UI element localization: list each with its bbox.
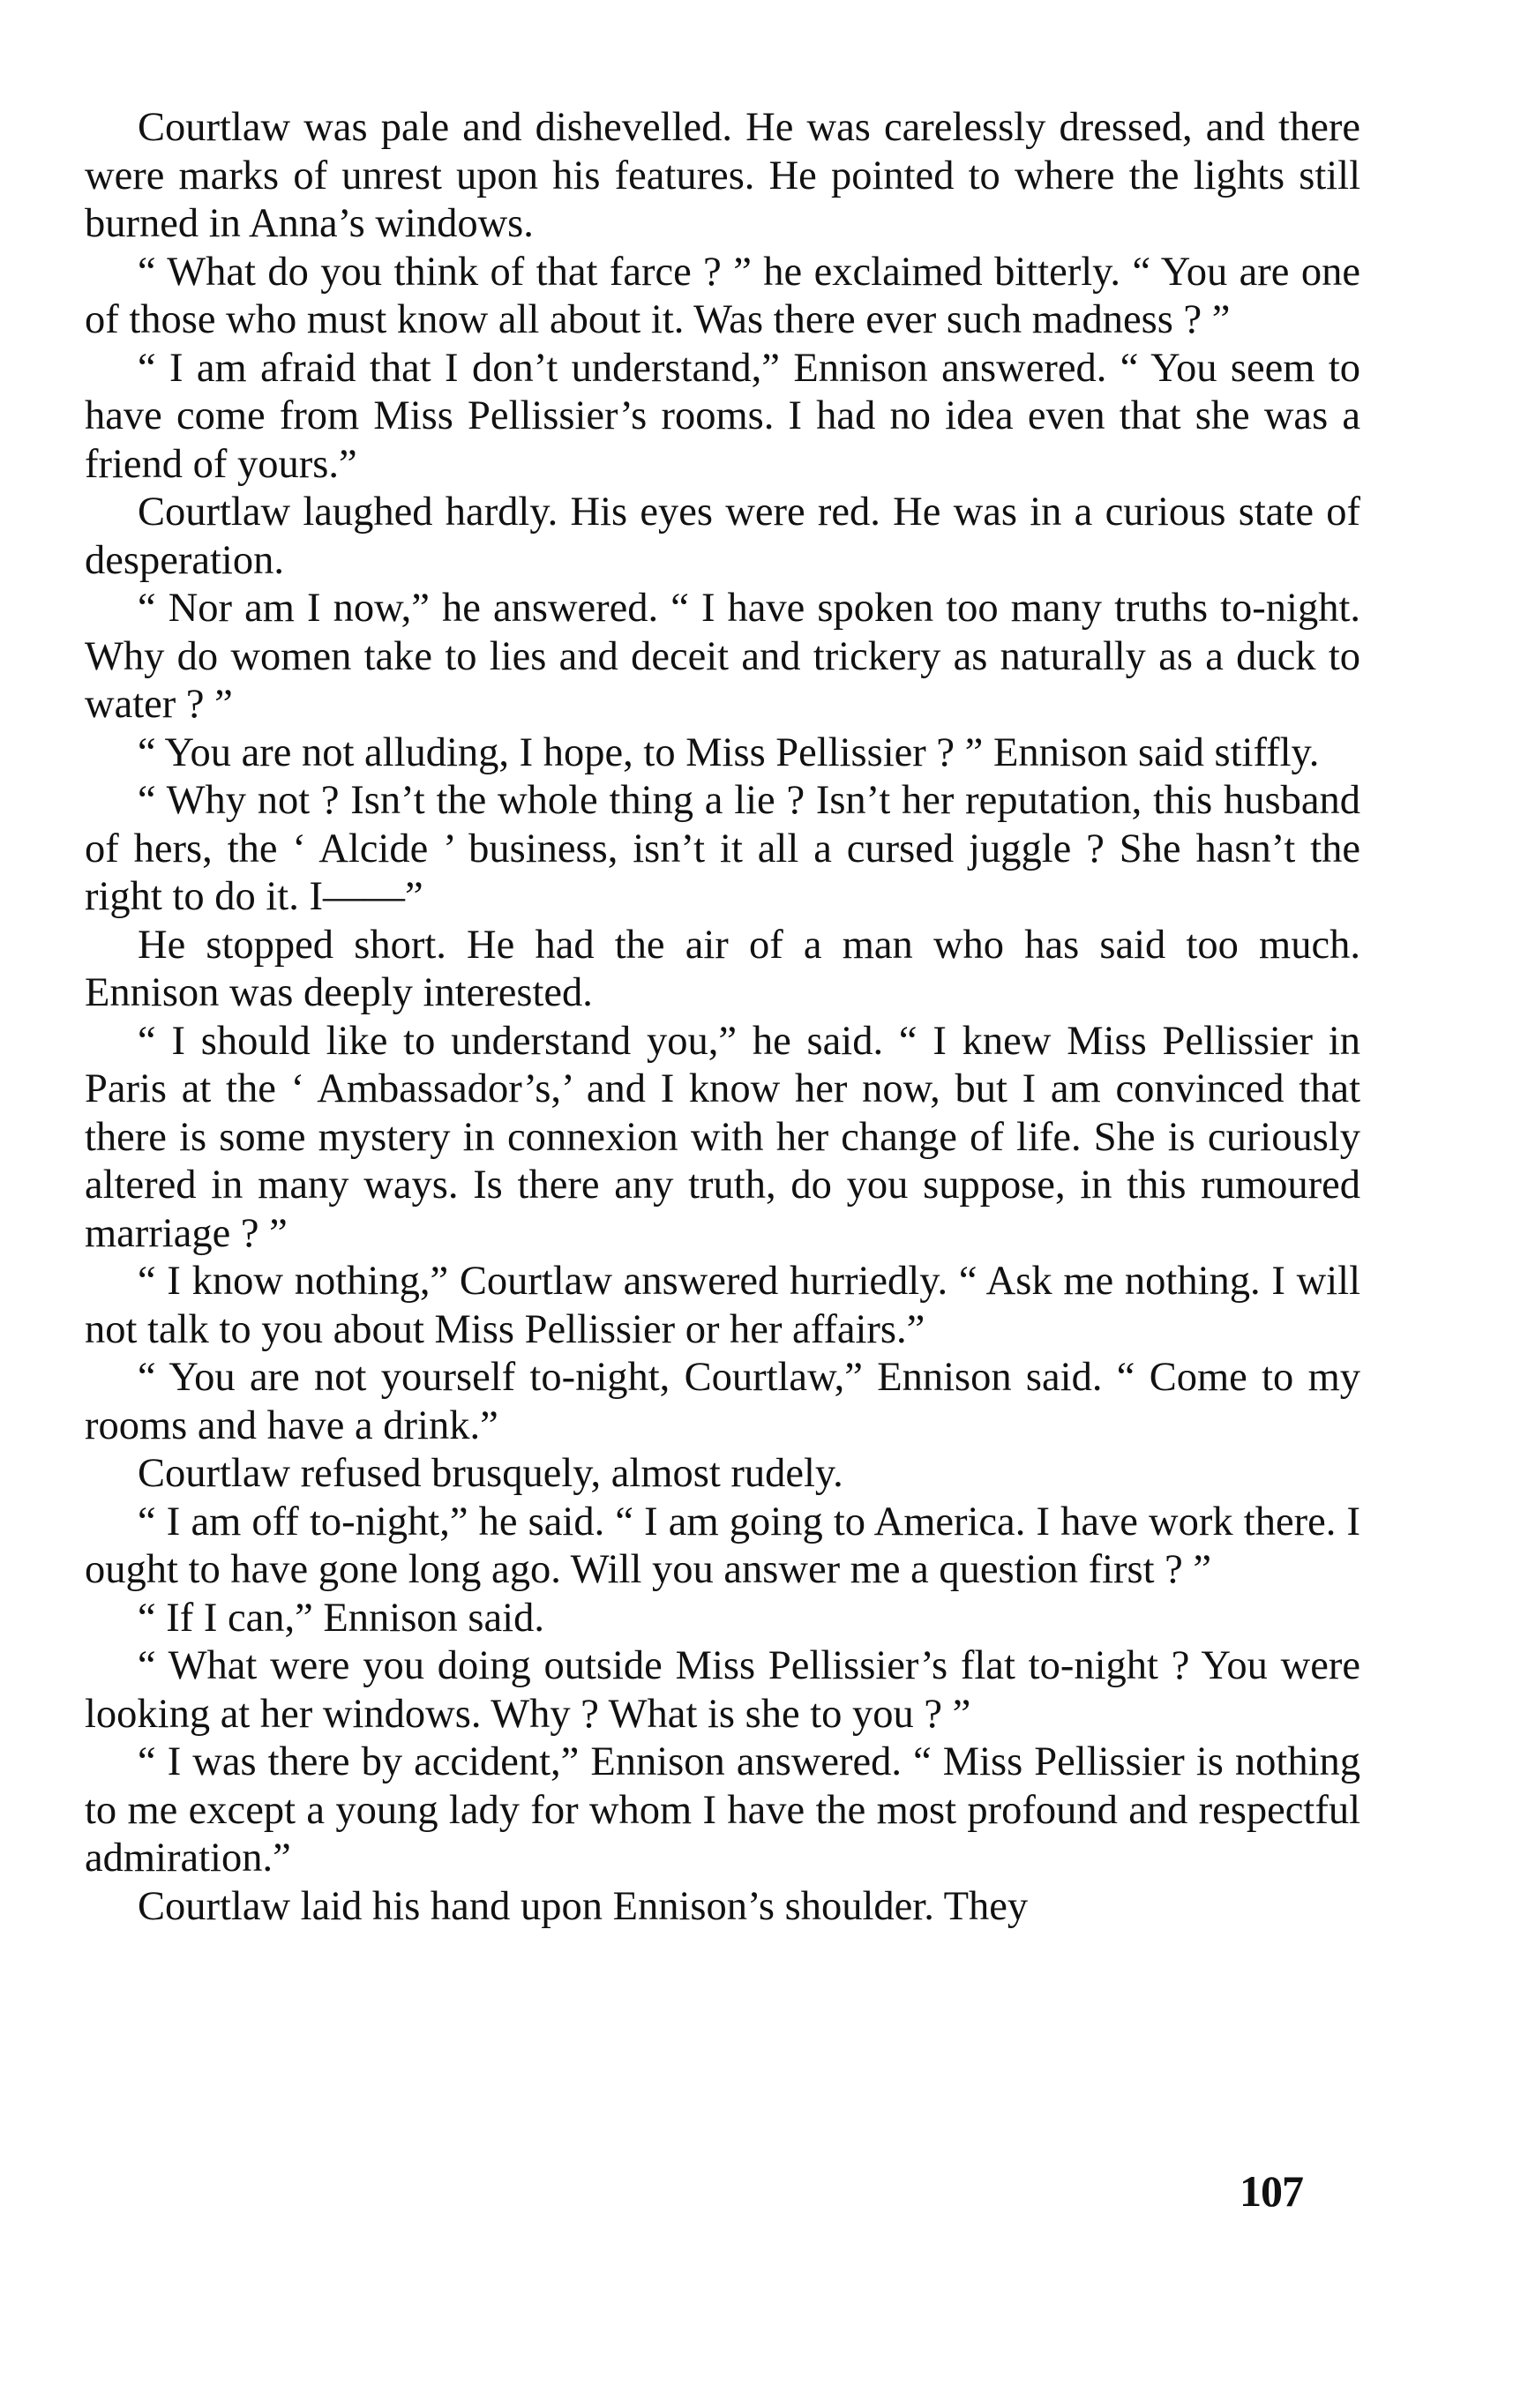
paragraph: “ I am afraid that I don’t understand,” Ennison answered. “ You seem to have come from Miss Pellissier’s rooms. I had no idea even that she was a friend of yours.” xyxy=(85,345,1360,487)
paragraph: “ Why not ? Isn’t the whole thing a lie ? Isn’t her reputation, this husband of hers, the ‘ Alcide ’ business, isn’t it all a cursed juggle ? She hasn’t the right to do it. I——” xyxy=(85,778,1360,919)
paragraph: Courtlaw refused brusquely, almost rudely. xyxy=(138,1451,843,1496)
paragraph: “ If I can,” Ennison said. xyxy=(138,1595,544,1641)
paragraph: “ You are not alluding, I hope, to Miss Pellissier ? ” Ennison said stiffly. xyxy=(138,729,1320,775)
paragraph-last: Courtlaw laid his hand upon Ennison’s shoulder. They xyxy=(138,1883,1029,1929)
page-body xyxy=(85,104,1360,1931)
paragraph: Courtlaw was pale and dishevelled. He was carelessly dressed, and there were marks of unrest upon his features. He pointed to where the lights still burned in Anna’s windows. xyxy=(85,105,1360,246)
paragraph: He stopped short. He had the air of a man who has said too much. Ennison was deeply interested. xyxy=(85,922,1360,1015)
paragraph: “ Nor am I now,” he answered. “ I have spoken too many truths to-night. Why do women take to lies and deceit and trickery as naturally as a duck to water ? ” xyxy=(85,586,1360,727)
paragraph: “ I was there by accident,” Ennison answered. “ Miss Pellissier is nothing to me except a young lady for whom I have the most profound and respectful admiration.” xyxy=(85,1739,1360,1881)
paragraph: “ What were you doing outside Miss Pellissier’s flat to-night ? You were looking at her windows. Why ? What is she to you ? ” xyxy=(85,1643,1360,1737)
paragraph: “ What do you think of that farce ? ” he exclaimed bitterly. “ You are one of those who must know all about it. Was there ever such madness ? ” xyxy=(85,249,1360,342)
paragraph: “ You are not yourself to-night, Courtlaw,” Ennison said. “ Come to my rooms and have a drink.” xyxy=(85,1355,1360,1448)
paragraph: Courtlaw laughed hardly. His eyes were red. He was in a curious state of desperation. xyxy=(85,490,1360,583)
paragraph: “ I am off to-night,” he said. “ I am going to America. I have work there. I ought to have gone long ago. Will you answer me a question first ? ” xyxy=(85,1499,1360,1592)
page-number: 107 xyxy=(1240,2166,1303,2216)
paragraph: “ I should like to understand you,” he said. “ I knew Miss Pellissier in Paris at the ‘ Ambassador’s,’ and I know her now, but I am convinced that there is some mystery in connexion with her change of life. She is curiously altered in many ways. Is there any truth, do you suppose, in this rumoured marriage ? ” xyxy=(85,1018,1360,1256)
paragraph: “ I know nothing,” Courtlaw answered hurriedly. “ Ask me nothing. I will not talk to you about Miss Pellissier or her affairs.” xyxy=(85,1259,1360,1352)
